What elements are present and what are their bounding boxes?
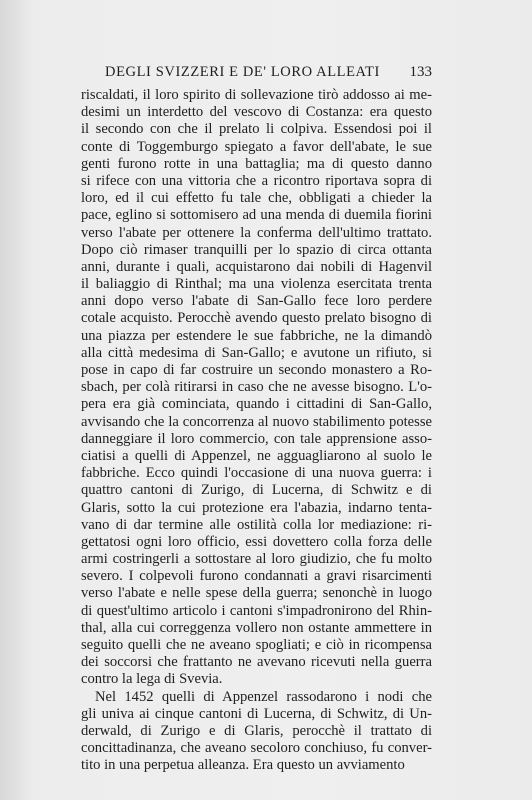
text-line: gli univa ai cinque cantoni di Lucerna, di Schwitz, di Un-: [81, 705, 432, 722]
text-line: alla città medesima di San-Gallo; e avutone un rifiuto, si: [81, 344, 432, 361]
text-line: gettatosi ogni loro officio, essi dovettero colla forza delle: [81, 533, 432, 550]
page-gutter-shadow: [0, 0, 30, 800]
text-line: conte di Toggemburgo spiegato a favor dell'abate, le sue: [81, 138, 432, 155]
text-line: dei soccorsi che frattanto ne avevano ricevuti nella guerra: [81, 654, 432, 671]
text-line: genti furono rotte in una battaglia; ma di questo danno: [81, 155, 432, 172]
text-line: severo. I colpevoli furono condannati a gravi risarcimenti: [81, 568, 432, 585]
body-text: [81, 87, 432, 775]
text-line: danneggiare il loro commercio, con tale apprensione asso-: [81, 430, 432, 447]
text-line: desimi un interdetto del vescovo di Costanza: era questo: [81, 104, 432, 121]
page-header: [88, 64, 432, 86]
page-number: 133: [409, 64, 432, 80]
text-line: sbach, per colà ritirarsi in caso che ne avesse bisogno. L'o-: [81, 379, 432, 396]
text-line: loro, ed il cui effetto fu tale che, obbligati a chieder la: [81, 190, 432, 207]
text-line: verso l'abate per ottenere la conferma dell'ultimo trattato.: [81, 224, 432, 241]
text-line: pace, eglino si sottomisero ad una menda di duemila fiorini: [81, 207, 432, 224]
text-line: anni, durante i quali, acquistarono dai nobili di Hagenvil: [81, 258, 432, 275]
text-line: Dopo ciò rimaser tranquilli per lo spazio di circa ottanta: [81, 241, 432, 258]
text-line: thal, alla cui correggenza vollero non ostante ammettere in: [81, 619, 432, 636]
text-line: si rifece con una vittoria che a ricontro riportava sopra di: [81, 172, 432, 189]
text-line: avvisando che la concorrenza al nuovo stabilimento potesse: [81, 413, 432, 430]
text-line: anni dopo verso l'abate di San-Gallo fece loro perdere: [81, 293, 432, 310]
text-line: derwald, di Zurigo e di Glaris, perocchè il trattato di: [81, 722, 432, 739]
paragraph: [81, 689, 432, 775]
text-line: contro la lega di Svevia.: [81, 671, 223, 688]
text-line: quattro cantoni di Zurigo, di Lucerna, di Schwitz e di: [81, 482, 432, 499]
text-line: cotale acquisto. Perocchè avendo questo prelato bisogno di: [81, 310, 432, 327]
text-line: il secondo con che il prelato li colpiva. Essendosi poi il: [81, 121, 432, 138]
text-line: Nel 1452 quelli di Appenzel rassodarono i nodi che: [95, 688, 432, 705]
text-line: Glaris, sotto la cui protezione era l'abazia, indarno tenta-: [81, 499, 432, 516]
text-line: verso l'abate e nelle spese della guerra; senonchè in luogo: [81, 585, 432, 602]
text-line: riscaldati, il loro spirito di sollevazione tirò addosso ai me-: [81, 87, 432, 103]
text-line: di quest'ultimo articolo i cantoni s'impadronirono del Rhin-: [81, 602, 432, 619]
text-line: armi costringerli a sottostare al loro giudizio, che fu molto: [81, 551, 432, 568]
text-line: il baliaggio di Rinthal; ma una violenza esercitata trenta: [81, 276, 432, 293]
text-line: seguito quelli che ne aveano spogliati; e ciò in ricompensa: [81, 637, 432, 653]
text-line: fabbriche. Ecco quindi l'occasione di una nuova guerra: i: [81, 465, 432, 482]
text-line: pose in capo di far costruire un secondo monastero a Ro-: [81, 362, 432, 378]
text-line: concittadinanza, che aveano secoloro conchiuso, fu conver-: [81, 740, 432, 757]
text-line: pera era già cominciata, quando i cittadini di San-Gallo,: [81, 396, 432, 413]
text-line: tito in una perpetua alleanza. Era questo un avviamento: [81, 757, 405, 774]
text-line: una piazza per estendere le sue fabbriche, ne la dimandò: [81, 327, 432, 344]
text-line: ciatisi a quelli di Appenzel, ne agguagliarono al suolo le: [81, 447, 432, 464]
paragraph: [81, 87, 432, 689]
text-line: vano di dar termine alle ostilità colla lor mediazione: ri-: [81, 516, 432, 533]
running-title: DEGLI SVIZZERI E DE' LORO ALLEATI: [105, 64, 380, 80]
